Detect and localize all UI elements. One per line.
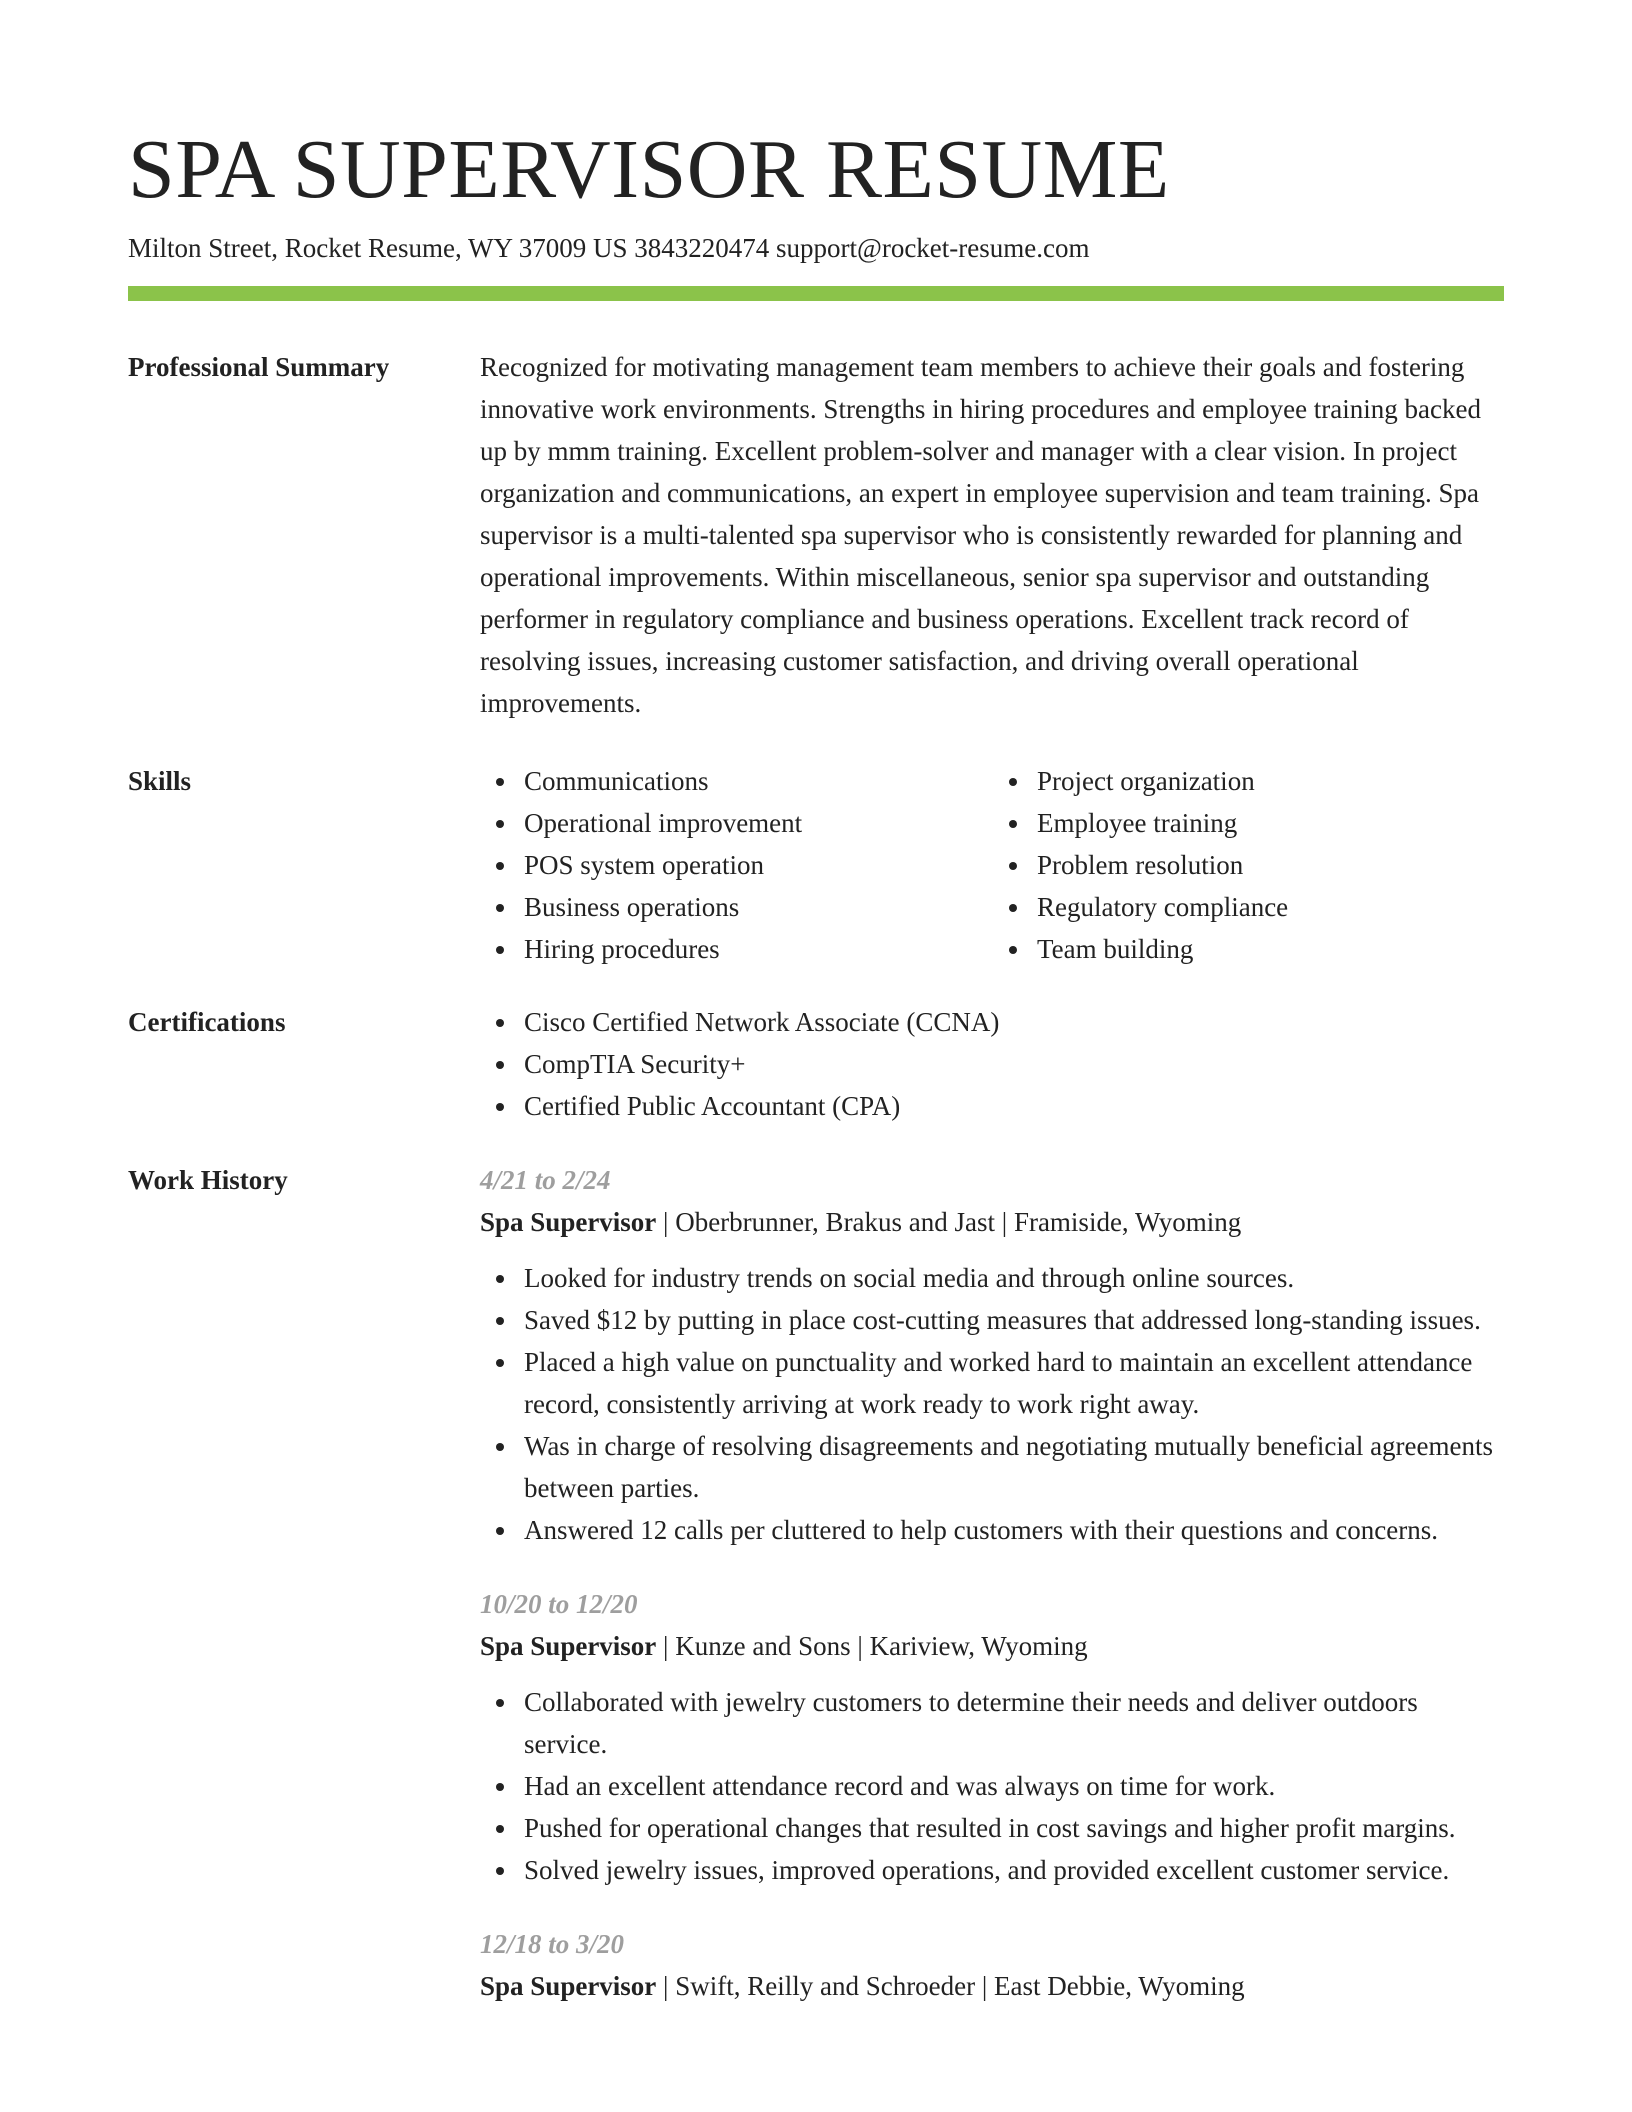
job-heading	[480, 1201, 1506, 1243]
job-details: | Swift, Reilly and Schroeder | East Debbie, Wyoming	[656, 1971, 1245, 2001]
job-details: | Oberbrunner, Brakus and Jast | Framiside, Wyoming	[656, 1207, 1242, 1237]
skill-item: Hiring procedures	[524, 928, 993, 970]
skill-item: Problem resolution	[1037, 844, 1506, 886]
skills-grid	[480, 760, 1506, 970]
job-bullet: Had an excellent attendance record and was always on time for work.	[524, 1765, 1506, 1807]
job-role: Spa Supervisor	[480, 1631, 657, 1661]
certifications-label: Certifications	[128, 1007, 286, 1037]
header-divider	[128, 286, 1504, 301]
job-dates: 4/21 to 2/24	[480, 1165, 611, 1195]
skills-list-right	[993, 760, 1506, 970]
job-entry	[480, 1583, 1506, 1891]
summary-body	[480, 346, 1506, 724]
job-bullet: Was in charge of resolving disagreements and negotiating mutually beneficial agreements between parties.	[524, 1425, 1506, 1509]
job-bullets	[480, 1257, 1506, 1551]
certification-item: Certified Public Accountant (CPA)	[524, 1085, 1506, 1127]
summary-text: Recognized for motivating management team members to achieve their goals and fostering innovative work environments. Strengths in hiring procedures and employee training backed up by mmm training. Excellent problem-solver and manager with a clear vision. In project organization and communications, an expert in employee supervision and team training. Spa supervisor is a multi-talented spa supervisor who is consistently rewarded for planning and operational improvements. Within miscellaneous, senior spa supervisor and outstanding performer in regulatory compliance and business operations. Excellent track record of resolving issues, increasing customer satisfaction, and driving overall operational improvements.	[480, 352, 1481, 718]
work-history-label: Work History	[128, 1165, 288, 1195]
skills-list-left	[480, 760, 993, 970]
skill-item: Communications	[524, 760, 993, 802]
certification-item: Cisco Certified Network Associate (CCNA)	[524, 1001, 1506, 1043]
skill-item: Operational improvement	[524, 802, 993, 844]
resume-title: SPA SUPERVISOR RESUME	[128, 123, 1170, 216]
job-heading	[480, 1965, 1506, 2007]
job-dates: 10/20 to 12/20	[480, 1589, 638, 1619]
job-bullet: Looked for industry trends on social media and through online sources.	[524, 1257, 1506, 1299]
job-bullet: Collaborated with jewelry customers to determine their needs and deliver outdoors service.	[524, 1681, 1506, 1765]
job-bullet: Answered 12 calls per cluttered to help customers with their questions and concerns.	[524, 1509, 1506, 1551]
job-entry	[480, 1923, 1506, 2007]
certification-item: CompTIA Security+	[524, 1043, 1506, 1085]
skill-item: Team building	[1037, 928, 1506, 970]
skills-body	[480, 760, 1506, 970]
contact-info: Milton Street, Rocket Resume, WY 37009 US 3843220474 support@rocket-resume.com	[128, 233, 1090, 263]
skill-item: Project organization	[1037, 760, 1506, 802]
skill-item: Regulatory compliance	[1037, 886, 1506, 928]
skill-item: Business operations	[524, 886, 993, 928]
job-bullet: Solved jewelry issues, improved operations, and provided excellent customer service.	[524, 1849, 1506, 1891]
job-bullet: Pushed for operational changes that resulted in cost savings and higher profit margins.	[524, 1807, 1506, 1849]
skill-item: POS system operation	[524, 844, 993, 886]
certifications-list	[480, 1001, 1506, 1127]
job-role: Spa Supervisor	[480, 1971, 657, 2001]
job-entry	[480, 1159, 1506, 1551]
skills-label: Skills	[128, 766, 192, 796]
job-bullets	[480, 1681, 1506, 1891]
skill-item: Employee training	[1037, 802, 1506, 844]
work-history-body	[480, 1159, 1506, 2031]
job-heading	[480, 1625, 1506, 1667]
certifications-body	[480, 1001, 1506, 1127]
job-role: Spa Supervisor	[480, 1207, 657, 1237]
summary-label: Professional Summary	[128, 352, 390, 382]
job-bullet: Placed a high value on punctuality and worked hard to maintain an excellent attendance record, consistently arriving at work ready to work right away.	[524, 1341, 1506, 1425]
job-bullet: Saved $12 by putting in place cost-cutting measures that addressed long-standing issues.	[524, 1299, 1506, 1341]
job-details: | Kunze and Sons | Kariview, Wyoming	[656, 1631, 1088, 1661]
job-dates: 12/18 to 3/20	[480, 1929, 625, 1959]
